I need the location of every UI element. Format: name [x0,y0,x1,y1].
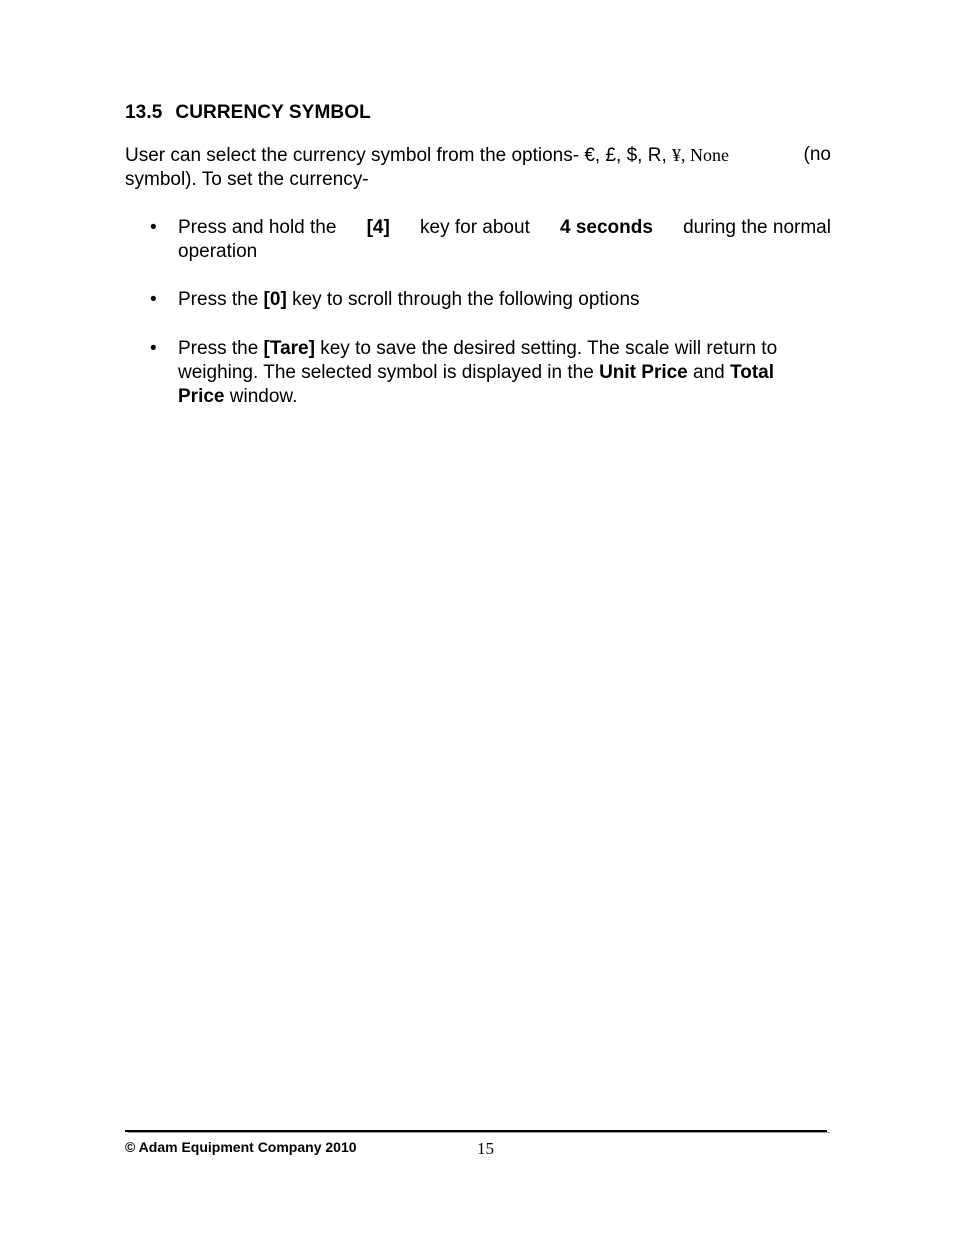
footer-copyright: © Adam Equipment Company 2010 [125,1139,357,1155]
key-label: [Tare] [263,338,315,359]
bullet-text: and [693,362,725,383]
bullet-icon: • [150,217,157,238]
intro-text-end: (no [803,144,831,165]
unit-price-label: Unit Price [599,362,688,383]
bullet-text: weighing. The selected symbol is displayed in the [178,362,594,383]
bullet-text: key to save the desired setting. The scale will return to [320,338,778,359]
bullet-text: Press the [178,289,259,310]
key-label: [0] [263,289,287,310]
section-number: 13.5 [125,102,163,123]
bullet-text: Press and hold the [178,217,337,238]
bullet-text: operation [178,241,258,262]
list-item [150,288,831,312]
bullet-text: key to scroll through the following options [292,289,640,310]
intro-paragraph [125,143,831,192]
bullet-text: during the normal [683,217,831,238]
key-label: [4] [366,217,390,238]
bullet-icon: • [150,338,157,359]
intro-text: User can select the currency symbol from the options- €, £, $, R, [125,145,667,166]
intro-line-2: symbol). To set the currency- [125,169,369,190]
bullet-text: window. [229,386,298,407]
list-item [150,337,831,409]
price-label: Price [178,386,225,407]
intro-serif-options: ¥, None [672,145,730,165]
duration-label: 4 seconds [560,217,653,238]
bullet-icon: • [150,289,157,310]
total-label: Total [730,362,775,383]
bullet-text: Press the [178,338,259,359]
list-item [150,216,831,264]
page-number: 15 [477,1139,494,1158]
bullet-text: key for about [420,217,530,238]
section-heading [125,102,371,124]
footer-divider-shadow [128,1132,830,1133]
section-title: CURRENCY SYMBOL [175,102,371,123]
